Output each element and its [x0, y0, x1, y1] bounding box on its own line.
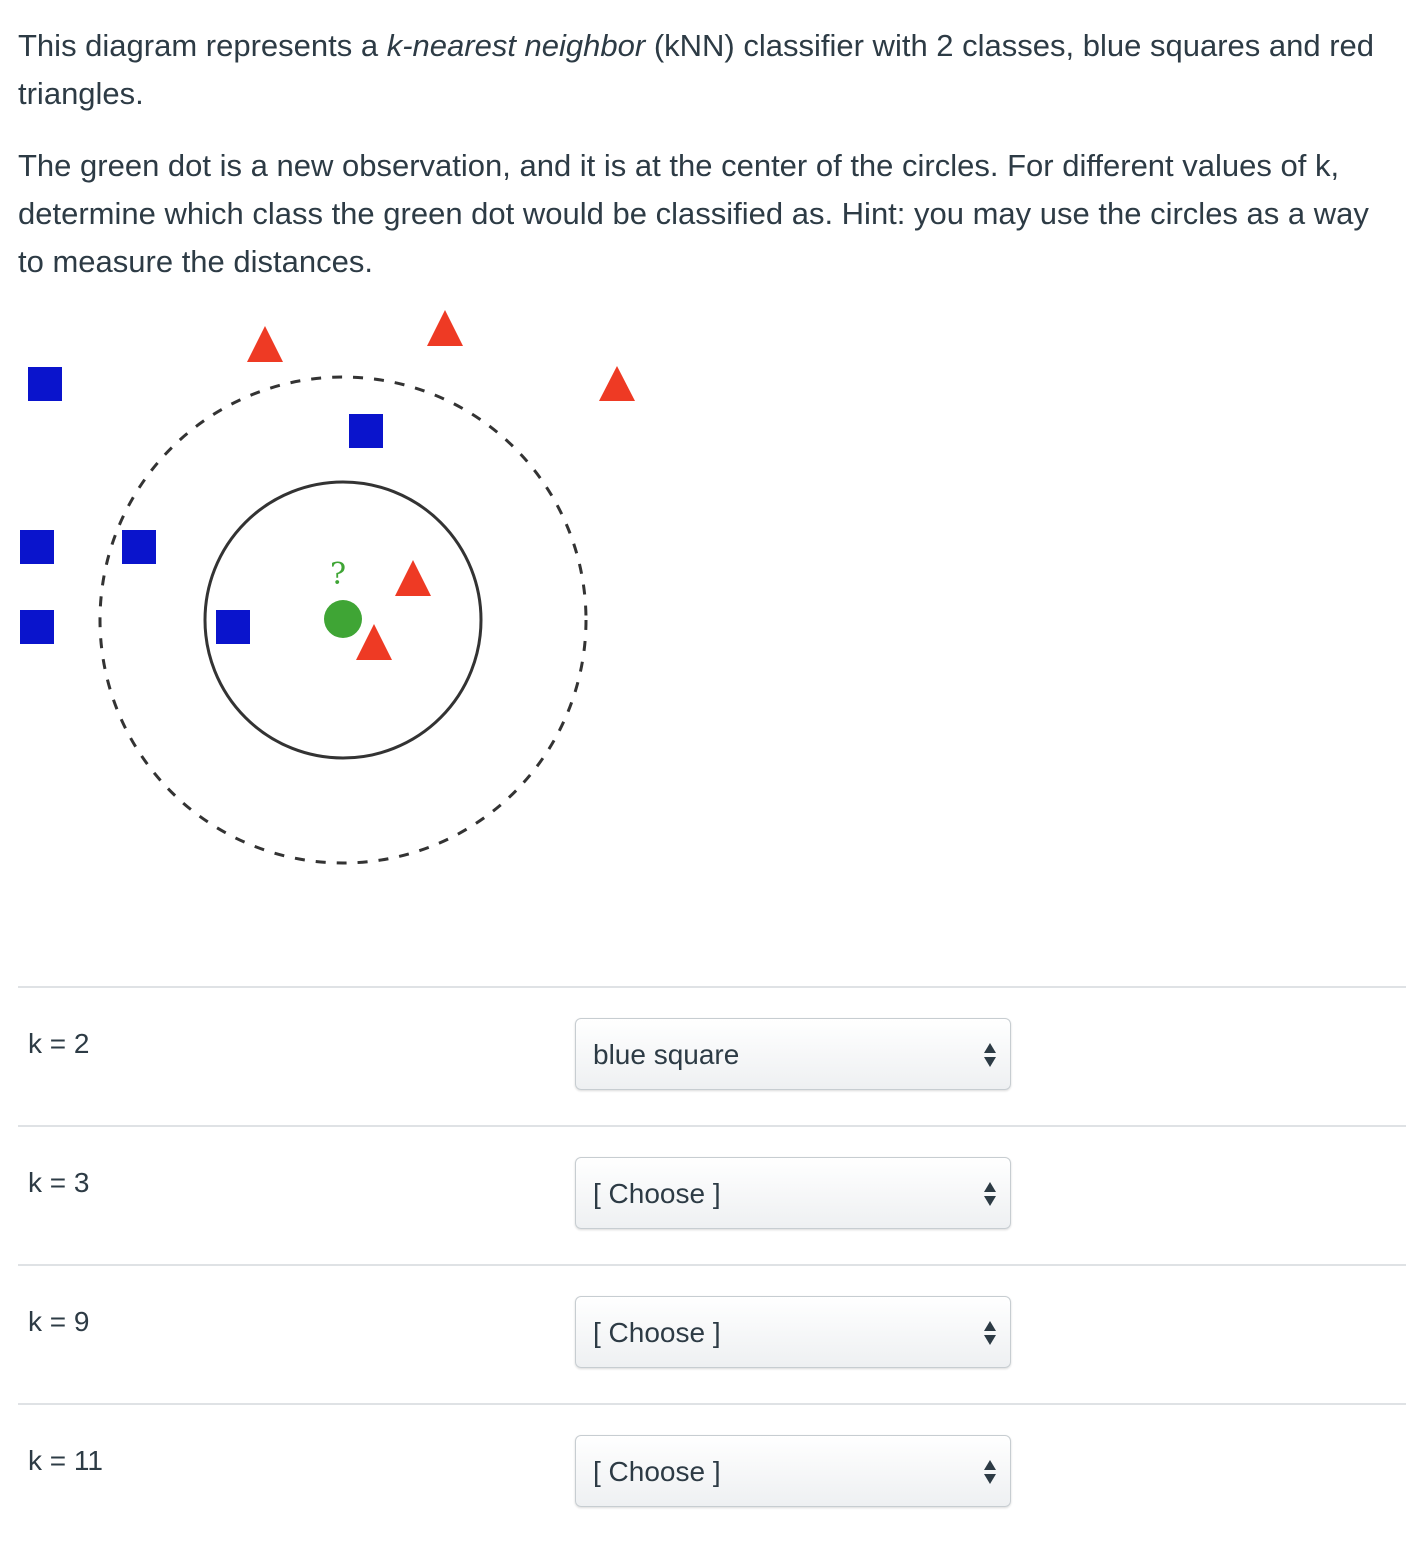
k-label: k = 3 — [28, 1167, 90, 1198]
select-arrows-icon — [982, 1458, 998, 1486]
blue-square — [216, 610, 250, 644]
k-label: k = 9 — [28, 1306, 90, 1337]
red-triangle — [356, 624, 392, 660]
question-paragraph-2: The green dot is a new observation, and it is at the center of the circles. For different values of k, determine which class the green dot would be classified as. Hint: you may use the circles as a way to measure the distances. — [18, 148, 1369, 279]
class-select-k11[interactable] — [575, 1435, 1011, 1507]
select-value: blue square — [593, 1039, 740, 1070]
class-select-k3[interactable] — [575, 1157, 1011, 1229]
select-value: [ Choose ] — [593, 1456, 721, 1487]
red-triangle — [599, 366, 635, 401]
blue-square — [20, 530, 54, 564]
knn-diagram — [0, 300, 700, 880]
answer-row-k11 — [18, 1403, 1406, 1542]
green-dot-observation — [324, 600, 362, 638]
select-arrows-icon — [982, 1180, 998, 1208]
blue-square — [122, 530, 156, 564]
blue-square — [28, 367, 62, 401]
k-label: k = 11 — [28, 1445, 103, 1476]
class-select-k2[interactable] — [575, 1018, 1011, 1090]
k-label: k = 2 — [28, 1028, 90, 1059]
select-value: [ Choose ] — [593, 1317, 721, 1348]
red-triangle — [427, 310, 463, 346]
answer-row-k3 — [18, 1125, 1406, 1264]
unknown-label: ? — [329, 557, 347, 592]
class-select-k9[interactable] — [575, 1296, 1011, 1368]
paragraph-1-rest: (kNN) classifier with 2 classes, blue squares and red triangles. — [18, 28, 1375, 111]
blue-square — [20, 610, 54, 644]
select-arrows-icon — [982, 1041, 998, 1069]
red-triangle — [395, 560, 431, 596]
paragraph-1-emphasis: k-nearest neighbor — [386, 28, 646, 63]
answer-list — [18, 986, 1406, 1542]
paragraph-1-intro: This diagram represents a — [18, 28, 387, 63]
red-triangle — [247, 326, 283, 362]
blue-square — [349, 414, 383, 448]
answer-row-k9 — [18, 1264, 1406, 1403]
select-value: [ Choose ] — [593, 1178, 721, 1209]
question-paragraph-1 — [18, 22, 1398, 118]
select-arrows-icon — [982, 1319, 998, 1347]
answer-row-k2 — [18, 986, 1406, 1125]
question-content — [18, 22, 1398, 286]
